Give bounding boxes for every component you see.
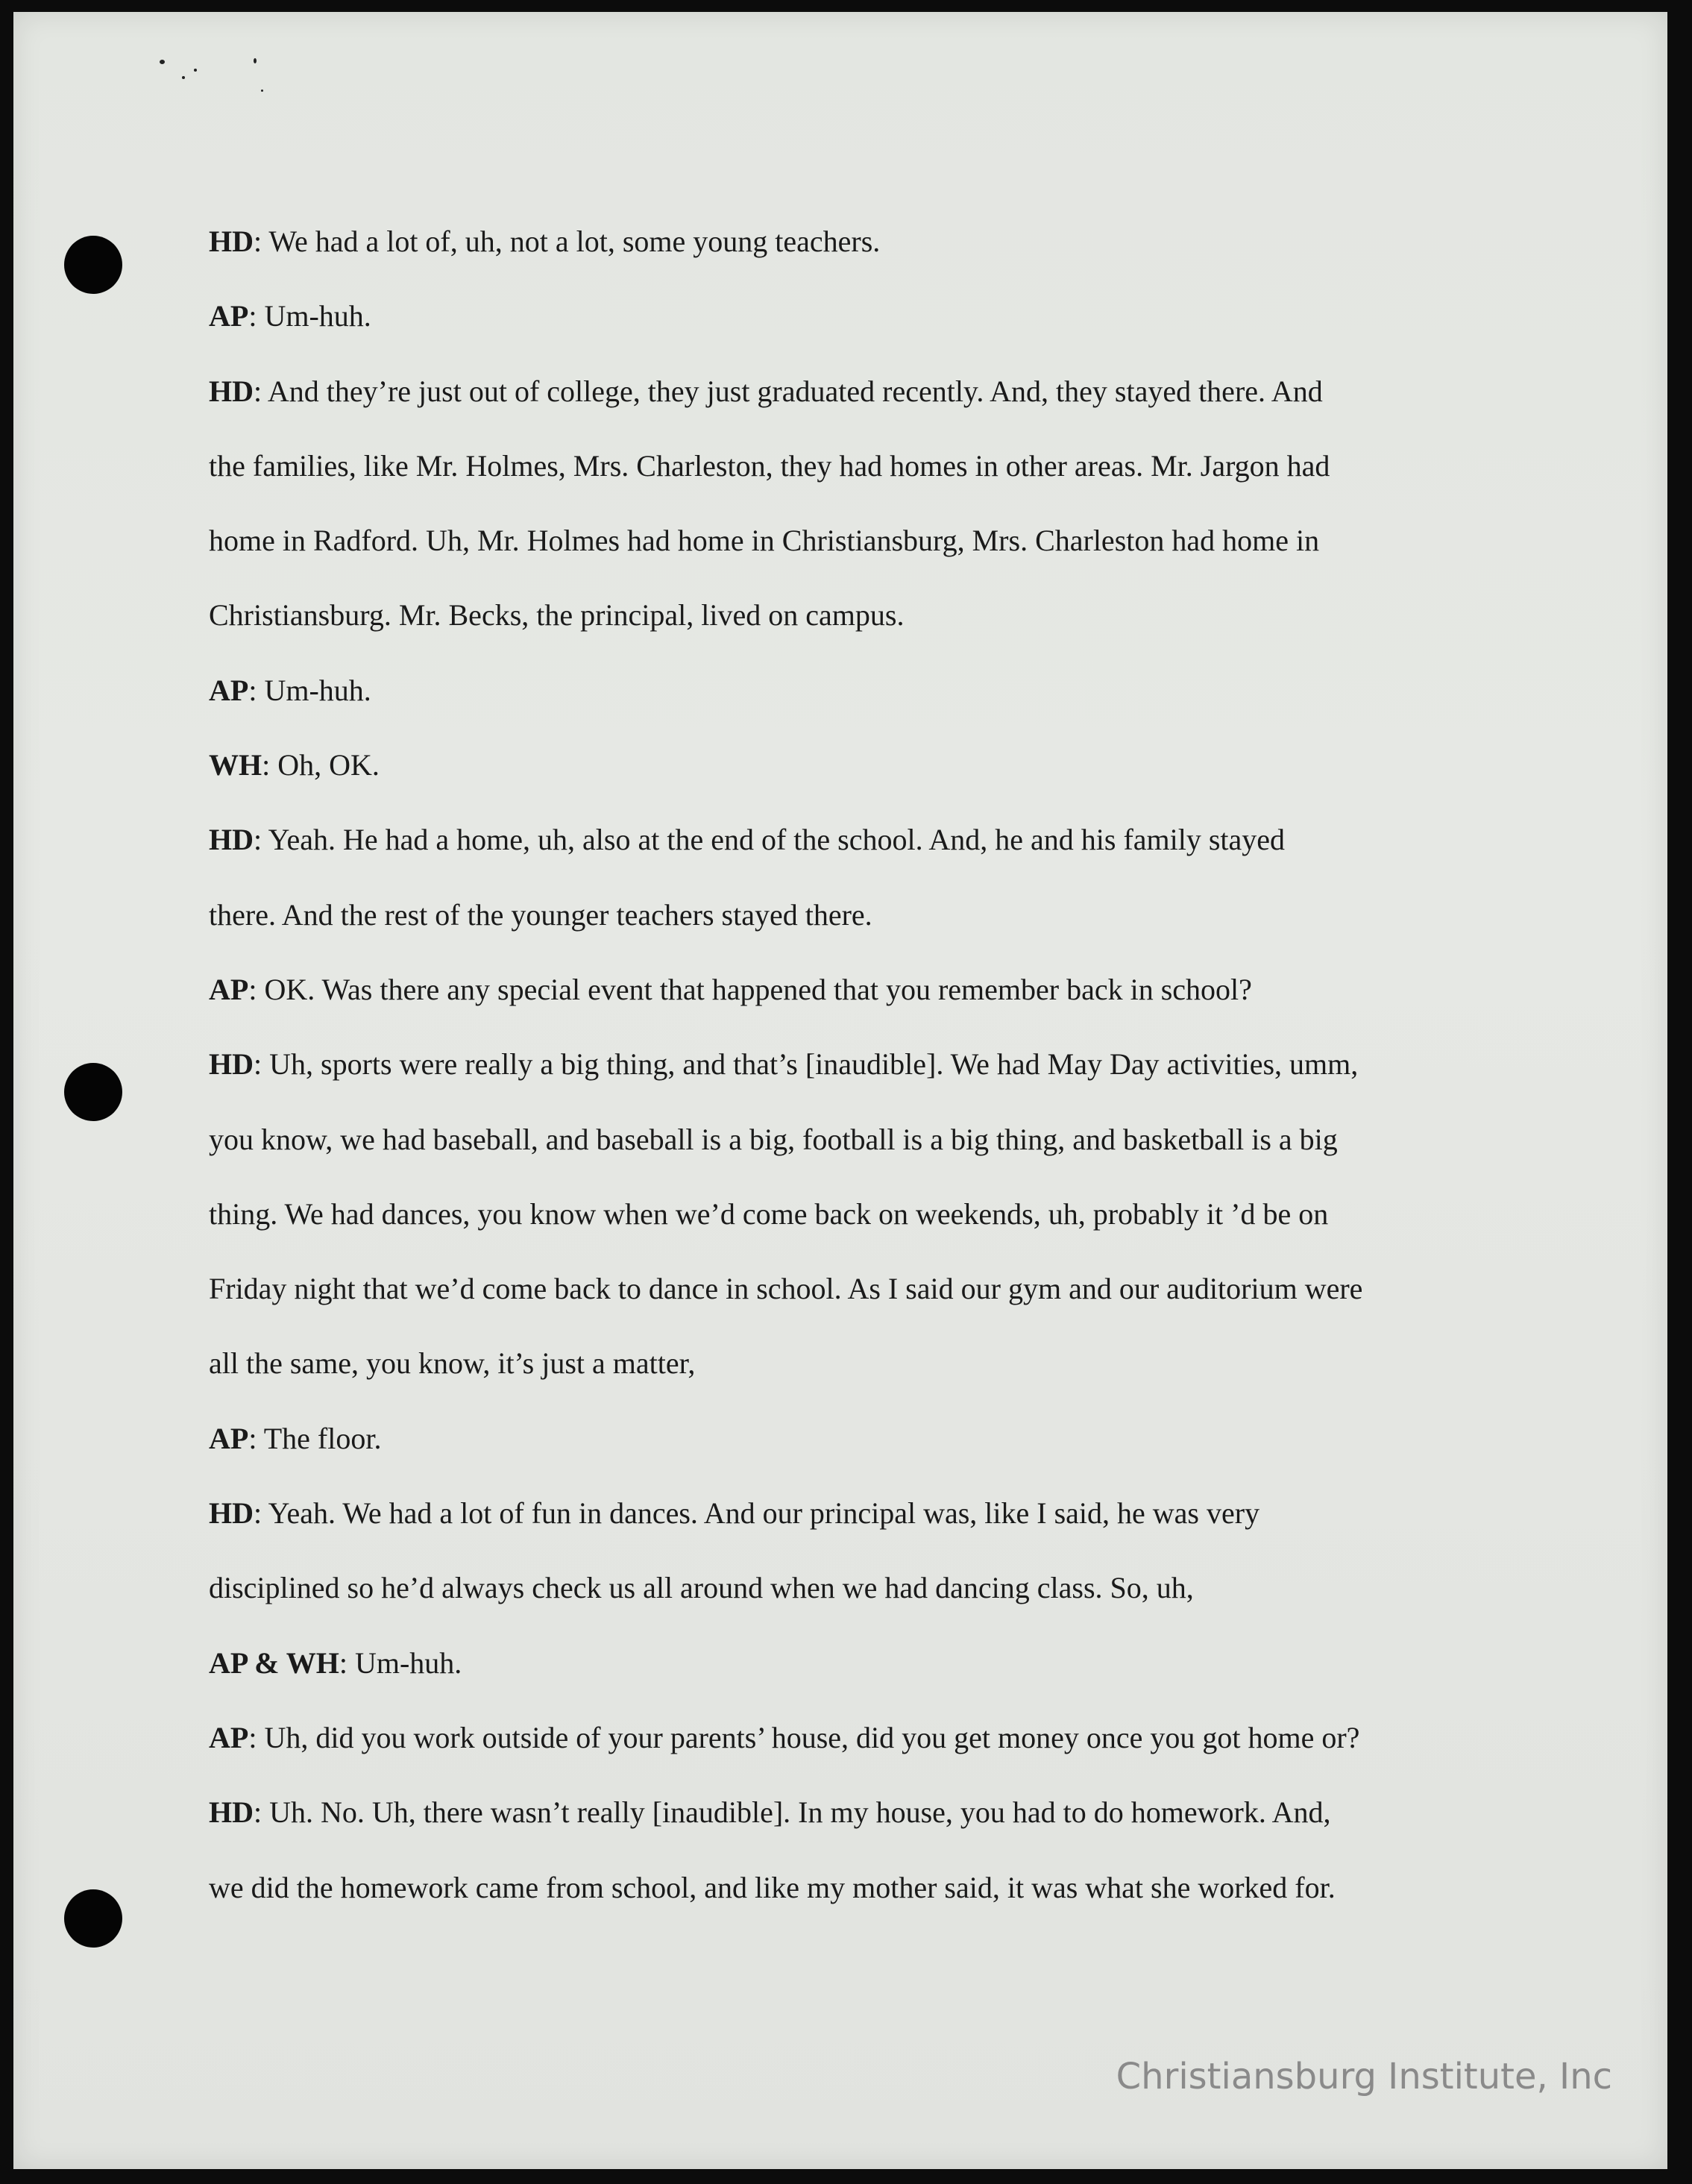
- transcript-line: [209, 204, 1521, 279]
- speaker-label: AP: [209, 1421, 249, 1455]
- speaker-label: HD: [209, 1496, 254, 1531]
- watermark: Christiansburg Institute, Inc: [1116, 2056, 1612, 2097]
- speaker-label: HD: [209, 1047, 254, 1082]
- speaker-label: AP: [209, 299, 249, 333]
- transcript-line: [209, 1252, 1521, 1326]
- transcript-line: [209, 653, 1521, 728]
- transcript-line: [209, 803, 1521, 877]
- line-text: : Uh, sports were really a big thing, and that’s [inaudible]. We had May Day activities, umm,: [254, 1047, 1359, 1082]
- line-text: : We had a lot of, uh, not a lot, some young teachers.: [254, 225, 881, 258]
- speaker-label: HD: [209, 823, 254, 857]
- line-text: : Yeah. He had a home, uh, also at the end of the school. And, he and his family stayed: [254, 823, 1286, 857]
- transcript-line: [209, 354, 1521, 429]
- ink-speck: [182, 76, 185, 79]
- ink-speck: [261, 90, 263, 92]
- line-text: Christiansburg. Mr. Becks, the principal, lived on campus.: [209, 598, 905, 633]
- transcript-line: [209, 1626, 1521, 1701]
- line-text: : And they’re just out of college, they just graduated recently. And, they stayed there. And: [254, 374, 1323, 408]
- transcript-line: [209, 878, 1521, 953]
- transcript-line: [209, 1326, 1521, 1401]
- transcript-line: [209, 1551, 1521, 1625]
- line-text: : Uh. No. Uh, there wasn’t really [inaudible]. In my house, you had to do homework. And,: [254, 1795, 1331, 1830]
- transcript-line: [209, 1476, 1521, 1551]
- line-text: home in Radford. Uh, Mr. Holmes had home in Christiansburg, Mrs. Charleston had home in: [209, 524, 1320, 558]
- line-text: we did the homework came from school, and like my mother said, it was what she worked for.: [209, 1870, 1336, 1904]
- line-text: : Um-huh.: [248, 673, 371, 707]
- ink-speck: [254, 58, 257, 63]
- line-text: all the same, you know, it’s just a matter,: [209, 1346, 696, 1381]
- line-text: : Uh, did you work outside of your parents’ house, did you get money once you got home or?: [248, 1720, 1360, 1754]
- transcript-line: [209, 1775, 1521, 1850]
- speaker-label: HD: [209, 374, 254, 408]
- line-text: : Yeah. We had a lot of fun in dances. And our principal was, like I said, he was very: [254, 1496, 1260, 1531]
- line-text: Friday night that we’d come back to dance in school. As I said our gym and our auditorium were: [209, 1272, 1363, 1306]
- punch-hole-bottom: [64, 1889, 122, 1948]
- transcript-line: [209, 578, 1521, 653]
- punch-hole-top: [64, 236, 122, 294]
- punch-hole-middle: [64, 1063, 122, 1121]
- ink-speck: [160, 60, 165, 64]
- transcript-line: [209, 1402, 1521, 1476]
- line-text: the families, like Mr. Holmes, Mrs. Charleston, they had homes in other areas. Mr. Jargon had: [209, 448, 1330, 483]
- line-text: : Um-huh.: [248, 299, 371, 333]
- line-text: there. And the rest of the younger teachers stayed there.: [209, 897, 872, 932]
- speaker-label: AP: [209, 972, 249, 1006]
- line-text: you know, we had baseball, and baseball is a big, football is a big thing, and basketball is a big: [209, 1122, 1338, 1156]
- transcript-line: [209, 279, 1521, 354]
- transcript-line: [209, 1851, 1521, 1925]
- transcript-line: [209, 1027, 1521, 1102]
- transcript-line: [209, 1177, 1521, 1252]
- document-page: [13, 12, 1667, 2169]
- transcript-line: [209, 503, 1521, 578]
- speaker-label: AP: [209, 673, 249, 707]
- speaker-label: HD: [209, 225, 254, 258]
- line-text: : Um-huh.: [339, 1645, 462, 1680]
- transcript-body: [209, 204, 1521, 1925]
- transcript-line: [209, 1102, 1521, 1177]
- line-text: : The floor.: [248, 1421, 382, 1455]
- line-text: disciplined so he’d always check us all around when we had dancing class. So, uh,: [209, 1571, 1194, 1605]
- speaker-label: HD: [209, 1795, 254, 1830]
- line-text: : Oh, OK.: [262, 748, 380, 782]
- transcript-line: [209, 1701, 1521, 1775]
- speaker-label: WH: [209, 748, 262, 782]
- line-text: : OK. Was there any special event that happened that you remember back in school?: [248, 972, 1252, 1006]
- speaker-label: AP & WH: [209, 1645, 339, 1680]
- speaker-label: AP: [209, 1720, 249, 1754]
- transcript-line: [209, 728, 1521, 803]
- ink-speck: [194, 69, 197, 72]
- line-text: thing. We had dances, you know when we’d come back on weekends, uh, probably it ’d be on: [209, 1196, 1329, 1231]
- transcript-line: [209, 429, 1521, 503]
- transcript-line: [209, 953, 1521, 1027]
